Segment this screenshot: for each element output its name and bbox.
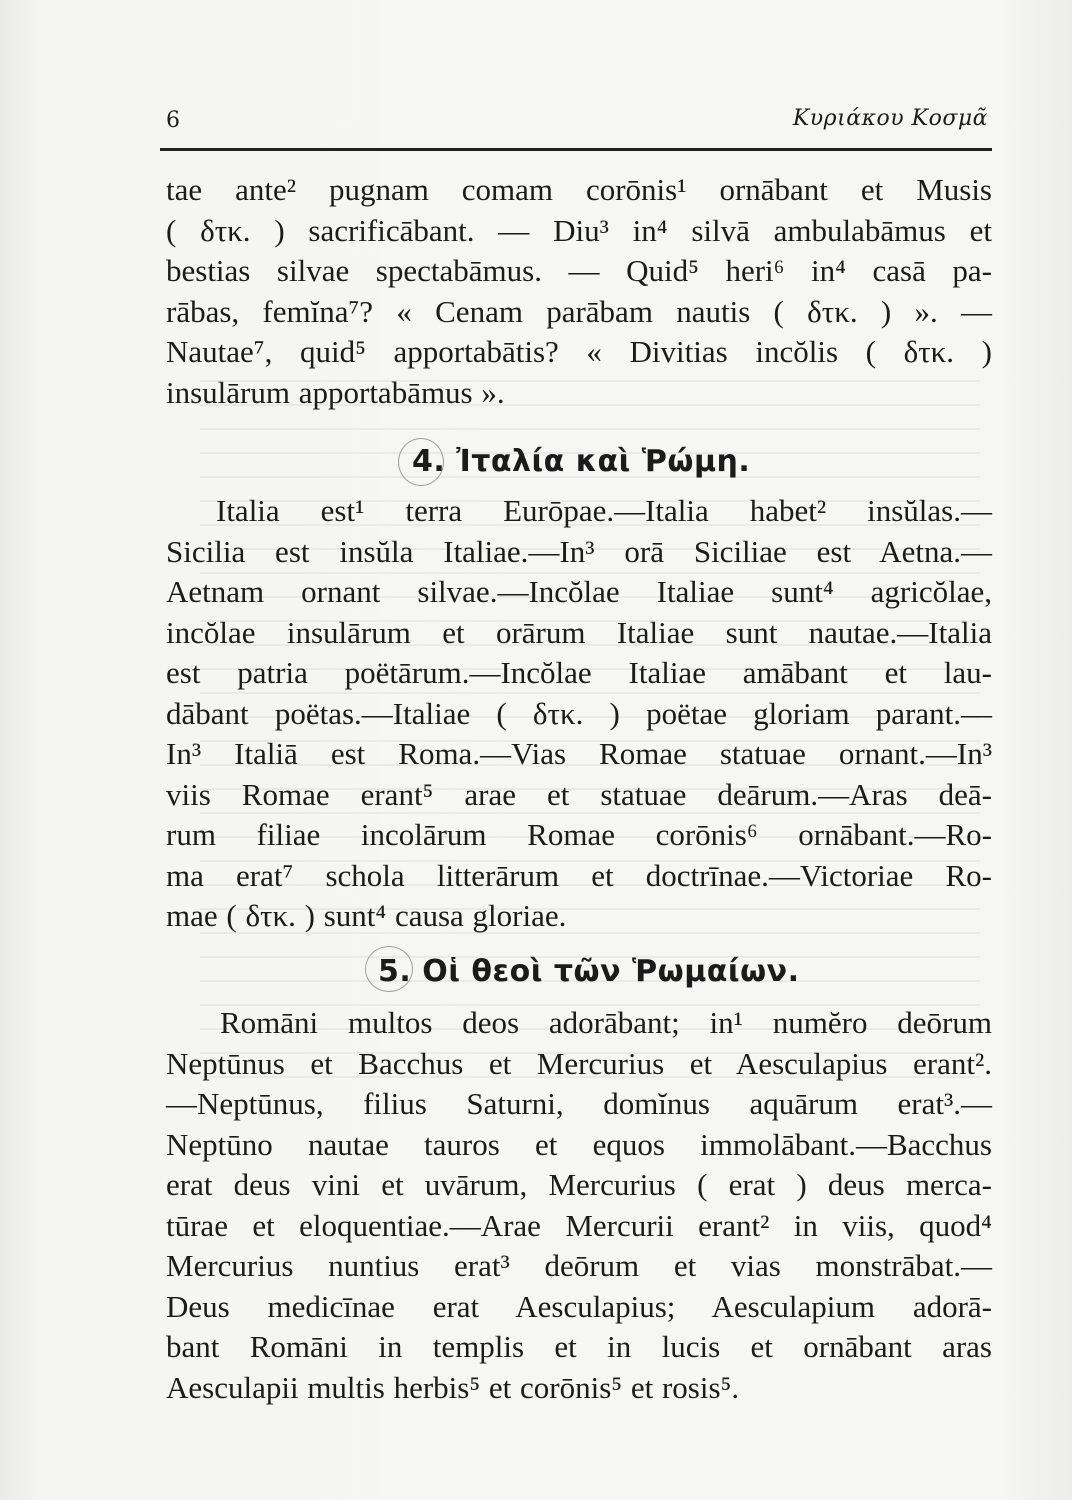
text-line: ( δτκ. ) sacrificābant. — Diu³ in⁴ silvā ambulabāmus et: [166, 212, 992, 248]
running-head: [160, 100, 990, 140]
text-line: Mercurius nuntius erat³ deōrum et vias monstrābat.—: [166, 1248, 992, 1283]
text-line: bant Romāni in templis et in lucis et ornābant aras: [166, 1329, 992, 1364]
text-line: In³ Italiā est Roma.—Vias Romae statuae ornant.—In³: [166, 736, 992, 771]
text-line: rum filiae incolārum Romae corōnis⁶ ornābant.—Ro-: [166, 817, 992, 852]
text-line: Romāni multos deos adorābant; in¹ numĕro deōrum: [220, 1005, 992, 1040]
text-line: Aetnam ornant silvae.—Incŏlae Italiae sunt⁴ agricŏlae,: [166, 574, 992, 609]
paragraph-section-5: [166, 1003, 992, 1408]
text-line: erat deus vini et uvārum, Mercurius ( erat ) deus merca-: [166, 1167, 992, 1202]
text-line: incŏlae insulārum et orārum Italiae sunt nautae.—Italia: [166, 614, 992, 650]
text-line: Aesculapii multis herbis⁵ et corōnis⁵ et rosis⁵.: [166, 1369, 740, 1405]
text-line: tae ante² pugnam comam corōnis¹ ornābant et Musis: [166, 172, 992, 207]
running-head-title: Κυριάκου Κοσμᾶ: [792, 106, 988, 131]
text-line: mae ( δτκ. ) sunt⁴ causa gloriae.: [166, 898, 567, 933]
text-line: Neptūnus et Bacchus et Mercurius et Aesculapius erant².: [166, 1045, 992, 1081]
text-line: rābas, femĭna⁷? « Cenam parābam nautis ( δτκ. ) ». —: [166, 293, 992, 329]
text-line: dābant poëtas.—Italiae ( δτκ. ) poëtae gloriam parant.—: [166, 695, 992, 731]
text-line: Nautae⁷, quid⁵ apportabātis? « Divitias incŏlis ( δτκ. ): [166, 334, 992, 369]
text-line: viis Romae erant⁵ arae et statuae deārum.—Aras deā-: [166, 776, 992, 812]
paragraph-continuation: [166, 170, 992, 413]
text-line: bestias silvae spectabāmus. — Quid⁵ heri⁶ in⁴ casā pa-: [166, 253, 992, 288]
text-line: Neptūno nautae tauros et equos immolābant.—Bacchus: [166, 1126, 992, 1162]
text-line: ma erat⁷ schola litterārum et doctrīnae.—Victoriae Ro-: [166, 857, 992, 893]
section-heading-5: 5. Οἱ θεοὶ τῶν Ῥωμαίων.: [378, 954, 800, 989]
section-heading-4: 4. Ἰταλία καὶ Ῥώμη.: [412, 444, 751, 479]
text-line: insulārum apportabāmus ».: [166, 374, 505, 410]
paragraph-section-4: [166, 491, 992, 937]
page-number: 6: [166, 108, 180, 133]
text-line: —Neptūnus, filius Saturni, domĭnus aquārum erat³.—: [166, 1086, 992, 1121]
text-line: Deus medicīnae erat Aesculapius; Aesculapium adorā-: [166, 1288, 992, 1324]
text-line: Italia est¹ terra Eurōpae.—Italia habet² insŭlas.—: [216, 493, 992, 528]
header-rule: [160, 148, 992, 151]
text-line: tūrae et eloquentiae.—Arae Mercurii erant² in viis, quod⁴: [166, 1207, 992, 1243]
text-line: Sicilia est insŭla Italiae.—In³ orā Siciliae est Aetna.—: [166, 533, 992, 569]
text-line: est patria poëtārum.—Incŏlae Italiae amābant et lau-: [166, 655, 992, 690]
